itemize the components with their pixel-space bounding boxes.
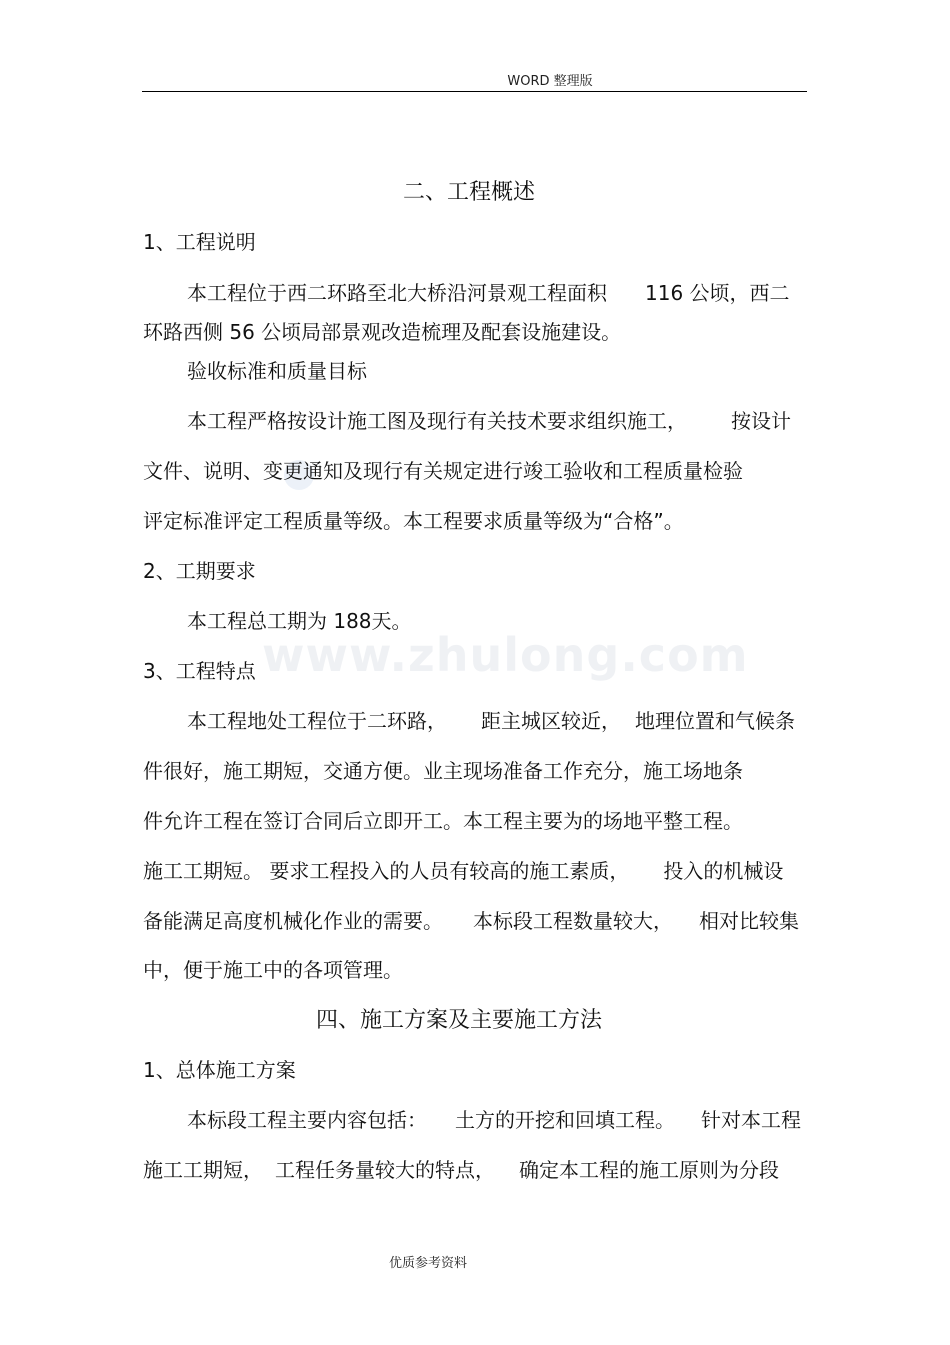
paragraph-line: 环路西侧 56 公顷局部景观改造梳理及配套设施建设。	[143, 320, 622, 344]
text-segment: 本标段工程数量较大，	[473, 909, 673, 933]
watermark: www.zhulong.com	[262, 628, 749, 682]
text-segment: 本工程严格按设计施工图及现行有关技术要求组织施工，	[187, 409, 687, 433]
section-title-overview: 二、工程概述	[402, 180, 535, 205]
text-segment: 投入的机械设	[663, 859, 784, 883]
paragraph-line	[187, 281, 790, 305]
page-footer: 优质参考资料	[388, 1256, 467, 1271]
text-segment: 施工工期短，	[143, 1158, 263, 1182]
section-title-construction-plan: 四、施工方案及主要施工方法	[315, 1008, 602, 1033]
paragraph-line	[143, 859, 783, 883]
subheading-acceptance: 验收标准和质量目标	[187, 359, 367, 383]
text-segment: 本标段工程主要内容包括：	[187, 1108, 427, 1132]
text-segment: 施工工期短。 要求工程投入的人员有较高的施工素质，	[143, 859, 630, 883]
heading-project-description: 1、工程说明	[143, 230, 256, 254]
paragraph-line	[143, 1158, 779, 1182]
paragraph-line: 件允许工程在签订合同后立即开工。本工程主要为的场地平整工程。	[143, 809, 743, 833]
paragraph-line	[187, 709, 795, 733]
text-segment: 土方的开挖和回填工程。	[455, 1108, 675, 1132]
text-segment: 116 公顷，西二	[645, 281, 790, 305]
heading-schedule: 2、工期要求	[143, 559, 256, 583]
page-header: WORD 整理版	[507, 74, 593, 89]
paragraph-line: 评定标准评定工程质量等级。本工程要求质量等级为“合格”。	[143, 509, 684, 533]
text-segment: 备能满足高度机械化作业的需要。	[143, 909, 443, 933]
paragraph-line: 本工程总工期为 188天。	[187, 609, 412, 633]
header-rule	[142, 91, 807, 92]
text-segment: 距主城区较近，	[481, 709, 621, 733]
text-segment: 按设计	[731, 409, 791, 433]
heading-features: 3、工程特点	[143, 659, 256, 683]
text-segment: 针对本工程	[701, 1108, 801, 1132]
paragraph-line: 件很好，施工期短，交通方便。业主现场准备工作充分，施工场地条	[143, 759, 743, 783]
text-segment: 本工程地处工程位于二环路，	[187, 709, 447, 733]
paragraph-line	[187, 409, 791, 433]
text-segment: 地理位置和气候条	[635, 709, 795, 733]
paragraph-line	[143, 909, 799, 933]
text-segment: 本工程位于西二环路至北大桥沿河景观工程面积	[187, 281, 607, 305]
paragraph-line	[187, 1108, 801, 1132]
paragraph-line: 文件、说明、变更通知及现行有关规定进行竣工验收和工程质量检验	[143, 459, 743, 483]
text-segment: 工程任务量较大的特点，	[275, 1158, 495, 1182]
paragraph-line: 中，便于施工中的各项管理。	[143, 958, 403, 982]
heading-overall-plan: 1、总体施工方案	[143, 1058, 296, 1082]
text-segment: 确定本工程的施工原则为分段	[519, 1158, 779, 1182]
text-segment: 相对比较集	[699, 909, 799, 933]
